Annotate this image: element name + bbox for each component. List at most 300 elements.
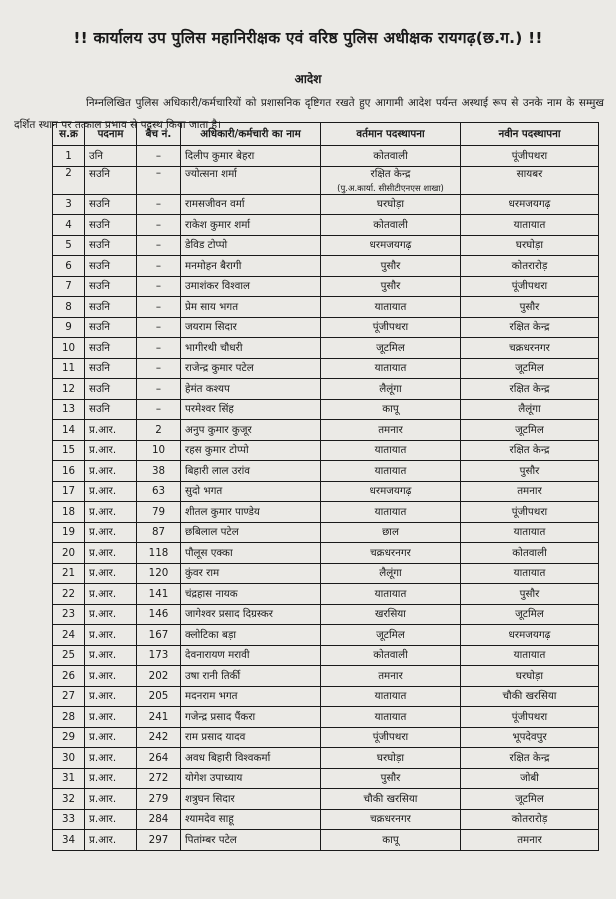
cell-badge	[137, 522, 181, 543]
table-row	[53, 297, 599, 318]
cell-current-posting	[321, 461, 461, 482]
cell-current-posting	[321, 235, 461, 256]
cell-current-posting	[321, 166, 461, 194]
cell-new-posting	[461, 768, 599, 789]
cell-new-posting	[461, 830, 599, 851]
cell-serial	[53, 256, 85, 277]
cell-rank-text: सउनि	[89, 167, 110, 180]
cell-current-posting	[321, 194, 461, 215]
cell-badge-text: 242	[148, 731, 169, 744]
cell-name	[181, 166, 321, 194]
cell-current-posting-text: पूंजीपथरा	[372, 731, 409, 744]
cell-badge-text: 241	[148, 710, 169, 723]
cell-serial	[53, 789, 85, 810]
cell-name	[181, 563, 321, 584]
cell-serial	[53, 338, 85, 359]
cell-serial-text: 30	[61, 751, 76, 764]
cell-current-posting	[321, 215, 461, 236]
cell-rank	[85, 584, 137, 605]
cell-new-posting-text: कोतरारोड़	[511, 813, 548, 826]
cell-rank-text: सउनि	[89, 341, 110, 354]
table-row	[53, 522, 599, 543]
cell-serial	[53, 707, 85, 728]
cell-badge	[137, 461, 181, 482]
cell-badge	[137, 297, 181, 318]
cell-current-posting	[321, 481, 461, 502]
cell-serial-text: 16	[61, 464, 76, 477]
cell-current-posting	[321, 625, 461, 646]
cell-badge-text: 79	[151, 505, 166, 518]
cell-name-text: योगेश उपाध्याय	[185, 772, 243, 785]
table-row	[53, 645, 599, 666]
cell-name	[181, 379, 321, 400]
cell-rank-text: सउनि	[89, 403, 110, 416]
cell-serial	[53, 399, 85, 420]
cell-serial	[53, 809, 85, 830]
cell-rank-text: प्र.आर.	[89, 444, 117, 457]
cell-current-posting-text: घरघोड़ा	[376, 198, 405, 211]
cell-current-posting	[321, 338, 461, 359]
cell-current-posting	[321, 297, 461, 318]
cell-current-posting-note: (पु.अ.कार्या. सीसीटीएनएस शाखा)	[337, 183, 444, 194]
cell-current-posting-text: चक्रधरनगर	[370, 813, 411, 826]
cell-new-posting	[461, 666, 599, 687]
cell-name-text: श्यामदेव साहू	[185, 813, 234, 826]
cell-name-text: चंद्रहास नायक	[185, 587, 238, 600]
cell-rank	[85, 543, 137, 564]
cell-new-posting-text: पुसौर	[519, 300, 540, 313]
cell-badge	[137, 358, 181, 379]
cell-rank	[85, 481, 137, 502]
table-row	[53, 727, 599, 748]
cell-name-text: ज्योत्सना शर्मा	[185, 167, 237, 180]
cell-serial	[53, 358, 85, 379]
cell-name	[181, 768, 321, 789]
cell-name-text: डेविड टोप्पो	[185, 239, 228, 252]
cell-new-posting-text: रक्षित केन्द्र	[509, 382, 550, 395]
cell-new-posting-text: यातायात	[513, 567, 546, 580]
cell-current-posting	[321, 502, 461, 523]
cell-name	[181, 399, 321, 420]
cell-new-posting	[461, 686, 599, 707]
cell-rank	[85, 768, 137, 789]
cell-rank-text: प्र.आर.	[89, 587, 117, 600]
cell-rank-text: प्र.आर.	[89, 669, 117, 682]
cell-serial	[53, 297, 85, 318]
table-row	[53, 625, 599, 646]
cell-serial-text: 27	[61, 690, 76, 703]
cell-rank	[85, 420, 137, 441]
cell-rank	[85, 809, 137, 830]
cell-current-posting	[321, 727, 461, 748]
cell-badge	[137, 666, 181, 687]
cell-new-posting-text: जूटमिल	[515, 792, 544, 805]
cell-new-posting	[461, 461, 599, 482]
cell-current-posting	[321, 707, 461, 728]
cell-name	[181, 686, 321, 707]
cell-badge-text: 279	[148, 792, 169, 805]
cell-name-text: परमेश्वर सिंह	[185, 403, 234, 416]
cell-badge-text: 141	[148, 587, 169, 600]
cell-serial-text: 18	[61, 505, 76, 518]
table-row	[53, 748, 599, 769]
table-row	[53, 317, 599, 338]
cell-new-posting-text: यातायात	[513, 218, 546, 231]
cell-new-posting-text: रक्षित केन्द्र	[509, 751, 550, 764]
cell-name-text: जागेश्वर प्रसाद दिग्रस्कर	[185, 608, 273, 621]
cell-badge-text: –	[155, 218, 162, 231]
cell-rank	[85, 194, 137, 215]
cell-badge-text: –	[155, 166, 162, 179]
cell-serial-text: 23	[61, 608, 76, 621]
cell-new-posting	[461, 625, 599, 646]
cell-rank	[85, 707, 137, 728]
table-row	[53, 666, 599, 687]
cell-new-posting-text: जूटमिल	[515, 423, 544, 436]
cell-serial-text: 6	[65, 259, 72, 272]
transfer-table	[52, 122, 599, 851]
cell-name	[181, 584, 321, 605]
cell-new-posting	[461, 317, 599, 338]
cell-rank-text: प्र.आर.	[89, 772, 117, 785]
cell-current-posting	[321, 146, 461, 167]
cell-serial	[53, 830, 85, 851]
cell-serial	[53, 543, 85, 564]
cell-current-posting-text: रक्षित केन्द्र	[370, 167, 411, 180]
cell-rank-text: प्र.आर.	[89, 792, 117, 805]
cell-badge-text: 118	[148, 546, 169, 559]
cell-serial-text: 34	[61, 833, 76, 846]
cell-rank-text: सउनि	[89, 198, 110, 211]
cell-rank-text: प्र.आर.	[89, 485, 117, 498]
cell-current-posting	[321, 584, 461, 605]
cell-badge-text: –	[155, 382, 162, 395]
cell-new-posting-text: तमनार	[517, 833, 542, 846]
cell-new-posting	[461, 502, 599, 523]
table-row	[53, 146, 599, 167]
cell-serial-text: 13	[61, 403, 76, 416]
cell-rank-text: प्र.आर.	[89, 813, 117, 826]
cell-rank	[85, 399, 137, 420]
cell-current-posting-text: यातायात	[374, 362, 407, 375]
table-row	[53, 215, 599, 236]
cell-name	[181, 707, 321, 728]
cell-name	[181, 789, 321, 810]
cell-badge	[137, 379, 181, 400]
table-row	[53, 563, 599, 584]
table-row	[53, 235, 599, 256]
header-serial: स.क्र	[53, 123, 85, 146]
cell-badge	[137, 235, 181, 256]
cell-name-text: राम प्रसाद यादव	[185, 731, 246, 744]
cell-current-posting	[321, 420, 461, 441]
cell-badge	[137, 420, 181, 441]
cell-rank-text: प्र.आर.	[89, 628, 117, 641]
header-current-posting: वर्तमान पदस्थापना	[321, 123, 461, 146]
cell-name	[181, 358, 321, 379]
cell-serial	[53, 481, 85, 502]
cell-badge	[137, 256, 181, 277]
cell-current-posting-text: धरमजयगढ़	[369, 485, 412, 498]
cell-serial	[53, 645, 85, 666]
cell-rank	[85, 727, 137, 748]
cell-serial	[53, 748, 85, 769]
cell-serial-text: 17	[61, 485, 76, 498]
cell-name	[181, 625, 321, 646]
cell-rank	[85, 789, 137, 810]
cell-badge-text: 2	[155, 423, 162, 436]
cell-badge-text: –	[155, 362, 162, 375]
cell-serial	[53, 563, 85, 584]
cell-current-posting-text: घरघोड़ा	[376, 751, 405, 764]
table-row	[53, 604, 599, 625]
cell-current-posting-text: पुसौर	[380, 280, 401, 293]
cell-badge	[137, 584, 181, 605]
cell-serial	[53, 461, 85, 482]
cell-name	[181, 809, 321, 830]
cell-rank-text: प्र.आर.	[89, 546, 117, 559]
cell-new-posting-text: घरघोड़ा	[515, 239, 544, 252]
cell-serial-text: 11	[61, 362, 76, 375]
cell-rank-text: प्र.आर.	[89, 567, 117, 580]
table-header-row	[53, 123, 599, 146]
cell-new-posting-text: चक्रधरनगर	[509, 341, 550, 354]
cell-name	[181, 297, 321, 318]
cell-current-posting	[321, 666, 461, 687]
cell-serial-text: 26	[61, 669, 76, 682]
cell-new-posting-text: घरघोड़ा	[515, 669, 544, 682]
table-row	[53, 707, 599, 728]
cell-serial	[53, 604, 85, 625]
cell-name	[181, 317, 321, 338]
cell-new-posting-text: पुसौर	[519, 464, 540, 477]
table-row	[53, 502, 599, 523]
cell-rank-text: सउनि	[89, 218, 110, 231]
cell-new-posting	[461, 748, 599, 769]
cell-current-posting	[321, 748, 461, 769]
cell-new-posting-text: कोतवाली	[512, 546, 547, 559]
cell-name	[181, 502, 321, 523]
cell-serial-text: 22	[61, 587, 76, 600]
header-rank: पदनाम	[85, 123, 137, 146]
cell-name	[181, 235, 321, 256]
cell-name-text: अवध बिहारी विश्वकर्मा	[185, 751, 271, 764]
cell-badge	[137, 604, 181, 625]
cell-rank-text: प्र.आर.	[89, 649, 117, 662]
cell-serial-text: 7	[65, 280, 72, 293]
cell-name	[181, 481, 321, 502]
cell-serial	[53, 215, 85, 236]
cell-new-posting	[461, 358, 599, 379]
cell-new-posting-text: धरमजयगढ़	[508, 198, 551, 211]
cell-serial	[53, 379, 85, 400]
order-intro-paragraph: निम्नलिखित पुलिस अधिकारी/कर्मचारियों को प्रशासनिक दृष्टिगत रखते हुए आगामी आदेश पर्यन्त अस्थाई रूप से उनके नाम के सम्मुख दर्शित स्थान पर तत्काल प्रभाव से पदस्थ किया जाता है।	[14, 97, 604, 131]
cell-name-text: भागीरथी चौधरी	[185, 341, 243, 354]
header-new-posting: नवीन पदस्थापना	[461, 123, 599, 146]
cell-rank	[85, 146, 137, 167]
cell-current-posting	[321, 256, 461, 277]
cell-serial-text: 3	[65, 198, 72, 211]
cell-serial-text: 5	[65, 239, 72, 252]
order-heading: आदेश	[294, 72, 322, 86]
cell-serial-text: 24	[61, 628, 76, 641]
cell-serial-text: 31	[61, 772, 76, 785]
cell-current-posting-text: पूंजीपथरा	[372, 321, 409, 334]
cell-name-text: प्रेम साय भगत	[185, 300, 239, 313]
cell-current-posting	[321, 768, 461, 789]
cell-new-posting	[461, 563, 599, 584]
cell-badge-text: –	[155, 280, 162, 293]
cell-name-text: हेमंत कश्यप	[185, 382, 230, 395]
cell-rank	[85, 522, 137, 543]
cell-serial-text: 29	[61, 731, 76, 744]
cell-badge	[137, 399, 181, 420]
cell-current-posting	[321, 276, 461, 297]
table-row	[53, 461, 599, 482]
cell-badge	[137, 543, 181, 564]
cell-new-posting-text: जूटमिल	[515, 362, 544, 375]
cell-rank-text: प्र.आर.	[89, 526, 117, 539]
table-row	[53, 358, 599, 379]
cell-current-posting-text: खरसिया	[375, 608, 406, 621]
cell-name	[181, 727, 321, 748]
cell-rank	[85, 338, 137, 359]
cell-rank	[85, 166, 137, 194]
cell-badge	[137, 215, 181, 236]
cell-name-text: मदनराम भगत	[185, 690, 238, 703]
cell-badge-text: 63	[151, 485, 166, 498]
cell-current-posting	[321, 830, 461, 851]
table-row	[53, 256, 599, 277]
cell-serial	[53, 420, 85, 441]
cell-name-text: उमाशंकर विश्वाल	[185, 280, 251, 293]
cell-name	[181, 256, 321, 277]
cell-current-posting-text: चक्रधरनगर	[370, 546, 411, 559]
cell-name	[181, 645, 321, 666]
cell-new-posting	[461, 297, 599, 318]
cell-new-posting-text: पूंजीपथरा	[511, 505, 548, 518]
cell-badge-text: 120	[148, 567, 169, 580]
cell-rank-text: प्र.आर.	[89, 608, 117, 621]
cell-new-posting	[461, 645, 599, 666]
cell-current-posting-text: जूटमिल	[376, 628, 405, 641]
cell-serial-text: 28	[61, 710, 76, 723]
cell-badge	[137, 830, 181, 851]
cell-rank-text: सउनि	[89, 280, 110, 293]
cell-serial	[53, 235, 85, 256]
cell-serial	[53, 276, 85, 297]
cell-name-text: क्लोटिका बड़ा	[185, 628, 237, 641]
cell-name-text: उषा रानी तिर्की	[185, 669, 241, 682]
cell-rank-text: सउनि	[89, 382, 110, 395]
table-row	[53, 481, 599, 502]
cell-serial-text: 2	[65, 166, 72, 179]
table-row	[53, 420, 599, 441]
cell-name-text: दिलीप कुमार बेहरा	[185, 149, 255, 162]
cell-name	[181, 543, 321, 564]
cell-rank	[85, 604, 137, 625]
cell-current-posting	[321, 809, 461, 830]
cell-current-posting-text: कापू	[382, 833, 399, 846]
cell-new-posting	[461, 420, 599, 441]
cell-rank	[85, 830, 137, 851]
cell-badge-text: 272	[148, 772, 169, 785]
cell-badge-text: –	[155, 321, 162, 334]
cell-badge-text: 297	[148, 833, 169, 846]
cell-rank	[85, 748, 137, 769]
cell-rank-text: सउनि	[89, 321, 110, 334]
cell-new-posting	[461, 727, 599, 748]
cell-current-posting-text: यातायात	[374, 444, 407, 457]
cell-serial-text: 15	[61, 444, 76, 457]
cell-new-posting-text: पुसौर	[519, 587, 540, 600]
cell-name-text: शत्रुघन सिदार	[185, 792, 235, 805]
cell-current-posting-text: लैलूंगा	[379, 382, 402, 395]
cell-badge	[137, 748, 181, 769]
cell-serial-text: 32	[61, 792, 76, 805]
cell-serial	[53, 317, 85, 338]
cell-rank-text: प्र.आर.	[89, 423, 117, 436]
cell-badge-text: 38	[151, 464, 166, 477]
cell-badge-text: –	[155, 259, 162, 272]
cell-name-text: सुदो भगत	[185, 485, 223, 498]
cell-badge	[137, 625, 181, 646]
cell-rank-text: प्र.आर.	[89, 505, 117, 518]
cell-rank-text: प्र.आर.	[89, 731, 117, 744]
cell-badge	[137, 768, 181, 789]
cell-serial	[53, 166, 85, 194]
cell-new-posting	[461, 146, 599, 167]
table-row	[53, 768, 599, 789]
cell-current-posting	[321, 604, 461, 625]
cell-name-text: अनुप कुमार कुजूर	[185, 423, 252, 436]
cell-new-posting-text: जूटमिल	[515, 608, 544, 621]
cell-current-posting-text: जूटमिल	[376, 341, 405, 354]
cell-serial-text: 19	[61, 526, 76, 539]
cell-name-text: रामसजीवन वर्मा	[185, 198, 245, 211]
cell-name-text: देवनारायण मरावी	[185, 649, 250, 662]
cell-new-posting	[461, 707, 599, 728]
cell-badge	[137, 276, 181, 297]
cell-badge	[137, 707, 181, 728]
cell-rank	[85, 358, 137, 379]
cell-rank	[85, 276, 137, 297]
cell-name-text: मनमोहन बैरागी	[185, 259, 242, 272]
cell-serial	[53, 666, 85, 687]
cell-current-posting-text: कोतवाली	[373, 218, 408, 231]
cell-new-posting	[461, 215, 599, 236]
cell-badge	[137, 146, 181, 167]
cell-name	[181, 748, 321, 769]
cell-name-text: पौलूस एक्का	[185, 546, 233, 559]
cell-badge-text: –	[155, 149, 162, 162]
cell-serial-text: 21	[61, 567, 76, 580]
cell-current-posting	[321, 399, 461, 420]
office-title: !! कार्यालय उप पुलिस महानिरीक्षक एवं वरिष्ठ पुलिस अधीक्षक रायगढ़(छ.ग.) !!	[73, 29, 543, 47]
cell-rank	[85, 686, 137, 707]
cell-serial-text: 1	[65, 149, 72, 162]
cell-badge-text: –	[155, 239, 162, 252]
cell-rank-text: प्र.आर.	[89, 833, 117, 846]
cell-new-posting-text: तमनार	[517, 485, 542, 498]
cell-current-posting-text: यातायात	[374, 587, 407, 600]
cell-rank	[85, 317, 137, 338]
cell-new-posting	[461, 235, 599, 256]
cell-name-text: जयराम सिदार	[185, 321, 237, 334]
cell-new-posting-text: रक्षित केन्द्र	[509, 444, 550, 457]
cell-serial	[53, 146, 85, 167]
cell-new-posting	[461, 789, 599, 810]
